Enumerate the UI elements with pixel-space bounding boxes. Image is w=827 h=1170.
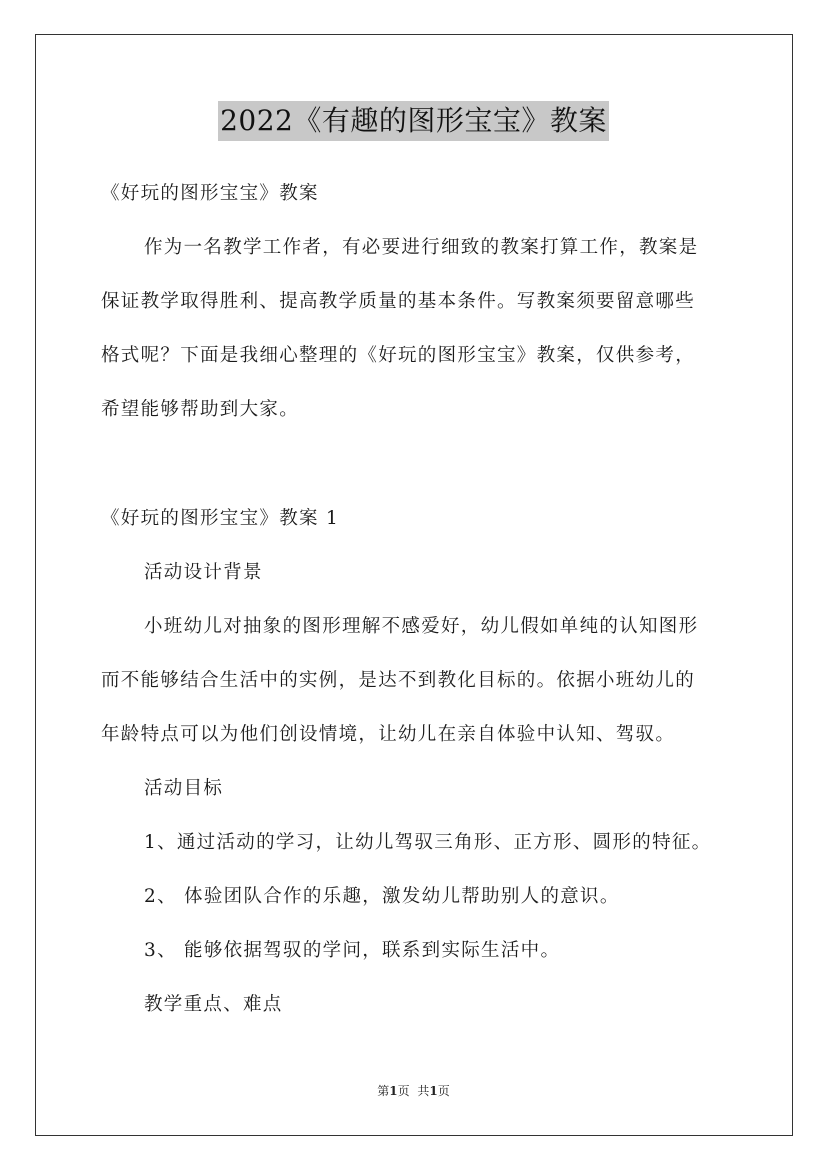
paragraph-line: 小班幼儿对抽象的图形理解不感爱好，幼儿假如单纯的认知图形: [144, 616, 699, 637]
subsection-heading: 教学重点、难点: [144, 994, 283, 1015]
paragraph-line: 保证教学取得胜利、提高教学质量的基本条件。写教案须要留意哪些: [101, 291, 696, 312]
total-prefix: 共: [417, 1084, 430, 1098]
paragraph-line: 希望能够帮助到大家。: [101, 399, 300, 420]
page-footer: [0, 1083, 827, 1099]
total-pages: 1: [429, 1084, 438, 1098]
list-item: 2、 体验团队合作的乐趣，激发幼儿帮助别人的意识。: [144, 886, 620, 907]
page-unit: 页: [397, 1084, 410, 1098]
document-title: 2022《有趣的图形宝宝》教案: [218, 101, 609, 141]
subsection-heading: 活动设计背景: [144, 562, 263, 583]
title-container: [0, 101, 827, 141]
paragraph-line: 年龄特点可以为他们创设情境，让幼儿在亲自体验中认知、驾驭。: [101, 724, 676, 745]
list-item: 3、 能够依据驾驭的学问，联系到实际生活中。: [144, 940, 561, 961]
paragraph-line: 而不能够结合生活中的实例，是达不到教化目标的。依据小班幼儿的: [101, 670, 696, 691]
list-item: 1、通过活动的学习，让幼儿驾驭三角形、正方形、圆形的特征。: [144, 832, 712, 853]
page-number: 1: [389, 1084, 398, 1098]
total-unit: 页: [437, 1084, 450, 1098]
section-heading: 《好玩的图形宝宝》教案 1: [101, 508, 340, 529]
intro-heading: 《好玩的图形宝宝》教案: [101, 183, 319, 204]
page-prefix: 第: [377, 1084, 390, 1098]
paragraph-line: 作为一名教学工作者，有必要进行细致的教案打算工作，教案是: [144, 237, 699, 258]
paragraph-line: 格式呢？下面是我细心整理的《好玩的图形宝宝》教案，仅供参考，: [101, 345, 696, 366]
subsection-heading: 活动目标: [144, 778, 224, 799]
